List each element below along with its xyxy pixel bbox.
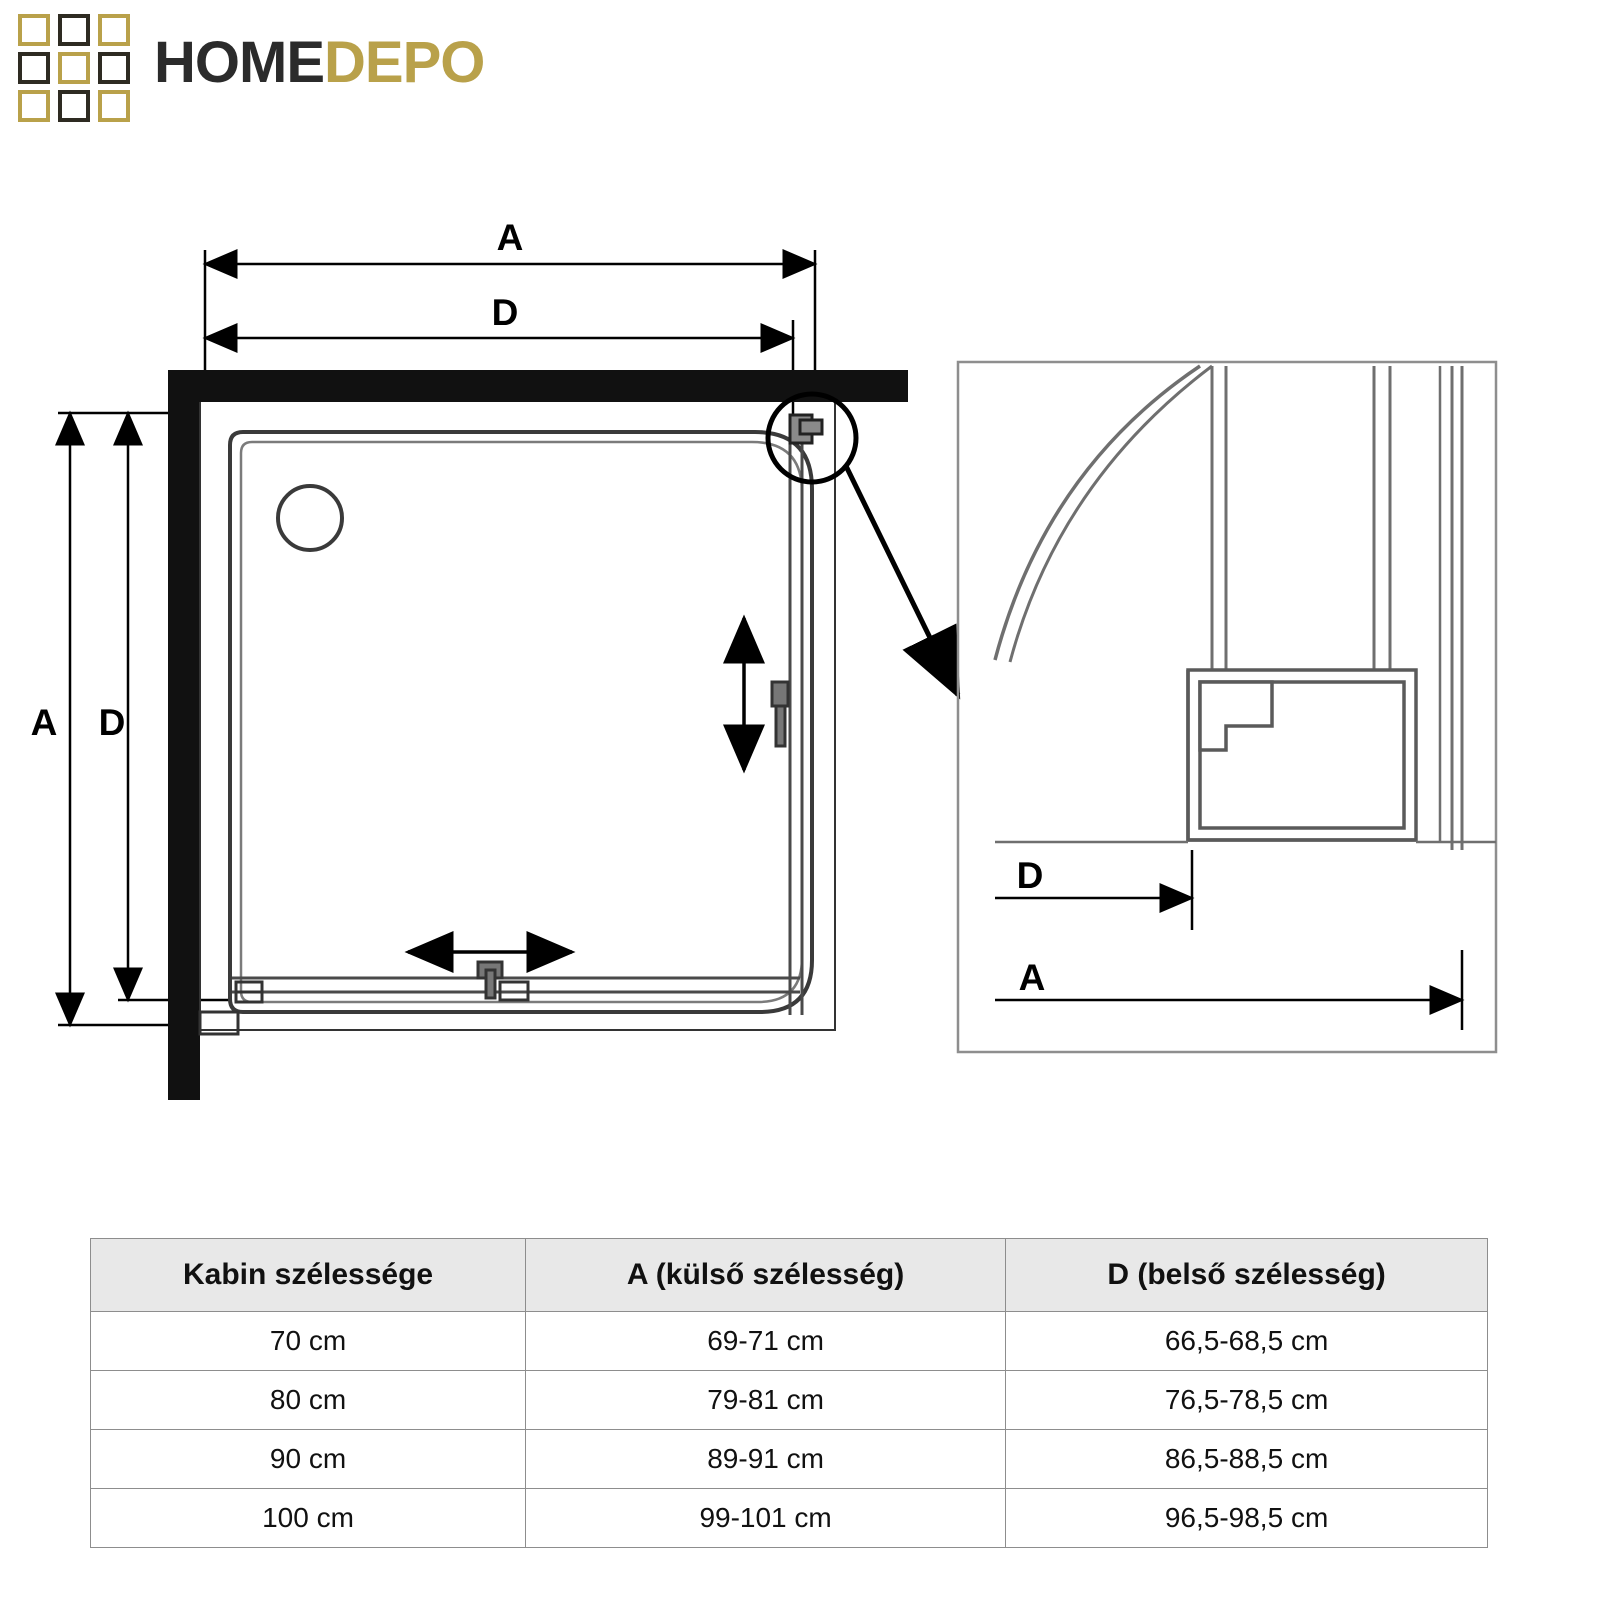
label-left-d: D [98, 702, 126, 743]
column-header-inner-width: D (belső szélesség) [1006, 1239, 1488, 1312]
technical-drawing [0, 170, 1600, 1170]
column-header-outer-width: A (külső szélesség) [526, 1239, 1006, 1312]
cell-cabin-width: 80 cm [91, 1371, 526, 1430]
glass-panel-inner [241, 442, 802, 1002]
table-row [91, 1430, 1488, 1489]
detail-curved-glass-inner [1010, 366, 1212, 662]
label-left-a: A [30, 702, 58, 743]
detail-dimension-a [995, 950, 1462, 1030]
drain-circle [278, 486, 342, 550]
table-row [91, 1371, 1488, 1430]
table-body [91, 1312, 1488, 1548]
detail-view-group [958, 362, 1496, 1052]
handle-right [772, 682, 788, 746]
enclosure-outline [200, 402, 835, 1030]
detail-leader-line [846, 466, 958, 695]
detail-base-lines [995, 366, 1496, 842]
table-header-row [91, 1239, 1488, 1312]
cell-outer-width: 99-101 cm [526, 1489, 1006, 1548]
label-detail-d: D [1016, 855, 1044, 896]
cell-inner-width: 76,5-78,5 cm [1006, 1371, 1488, 1430]
table-header [91, 1239, 1488, 1312]
cell-outer-width: 79-81 cm [526, 1371, 1006, 1430]
cell-cabin-width: 70 cm [91, 1312, 526, 1371]
table-row [91, 1312, 1488, 1371]
cell-inner-width: 96,5-98,5 cm [1006, 1489, 1488, 1548]
cell-outer-width: 69-71 cm [526, 1312, 1006, 1371]
column-header-cabin-width: Kabin szélessége [91, 1239, 526, 1312]
detail-vertical-panes [1212, 366, 1462, 850]
brand-name-primary: HOME [154, 30, 324, 95]
cell-inner-width: 86,5-88,5 cm [1006, 1430, 1488, 1489]
label-top-d: D [491, 292, 519, 333]
glass-panel-outer [230, 432, 812, 1012]
bottom-rail [232, 978, 800, 992]
right-vertical-profile [790, 420, 802, 1015]
top-corner-fitting [790, 415, 822, 443]
dimensions-table [90, 1238, 1488, 1548]
brand-name-secondary: DEPO [324, 30, 485, 95]
brand-name [154, 30, 485, 95]
cell-cabin-width: 90 cm [91, 1430, 526, 1489]
table-row [91, 1489, 1488, 1548]
label-top-a: A [496, 217, 524, 258]
cell-outer-width: 89-91 cm [526, 1430, 1006, 1489]
plan-view-group [31, 217, 958, 1100]
brand-logo [18, 8, 484, 118]
cell-inner-width: 66,5-68,5 cm [1006, 1312, 1488, 1371]
nine-squares-logo-mark [18, 8, 136, 118]
cell-cabin-width: 100 cm [91, 1489, 526, 1548]
detail-profile-body [1188, 670, 1416, 840]
label-detail-a: A [1018, 957, 1046, 998]
